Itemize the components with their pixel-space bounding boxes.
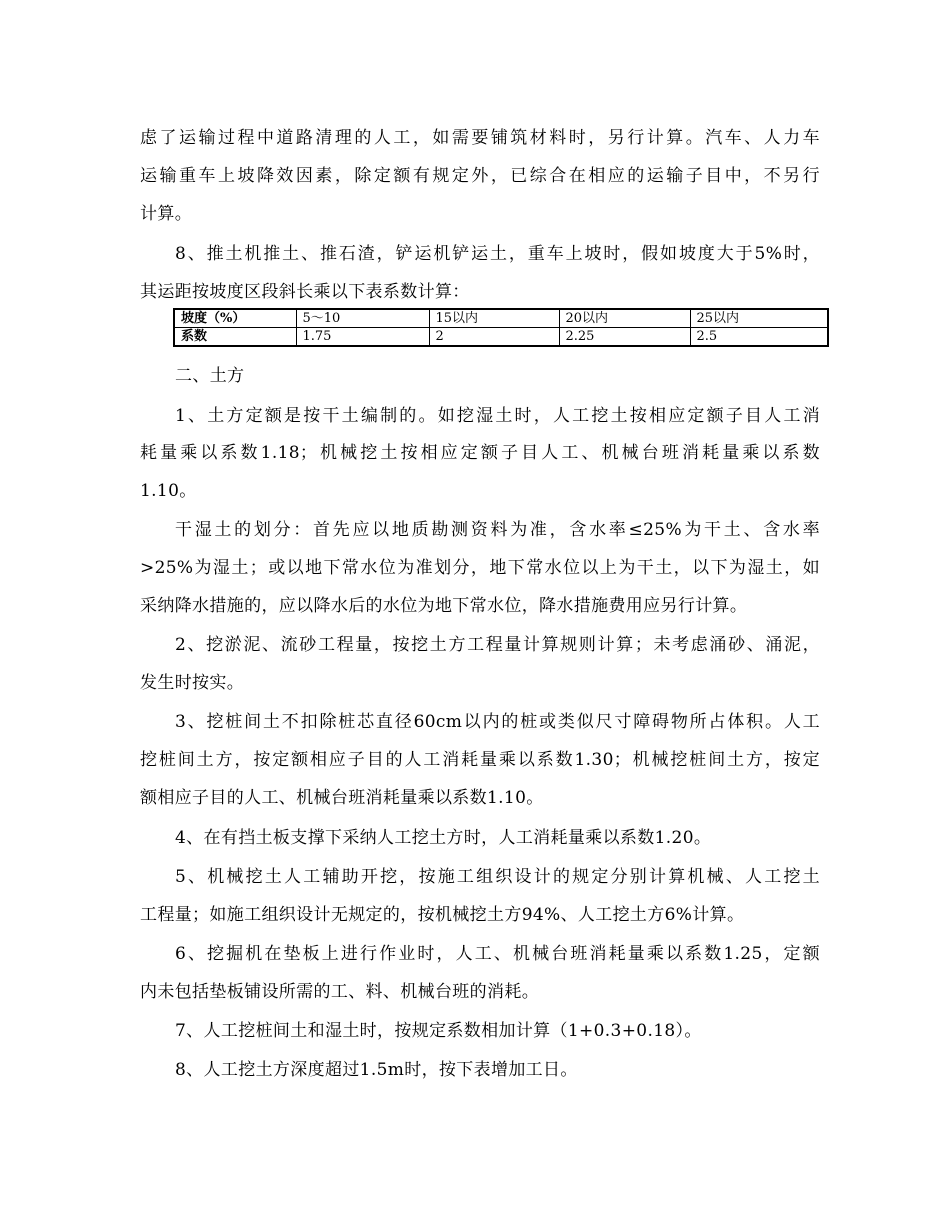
table-header-cell: 系数 <box>174 328 296 347</box>
table-cell: 2 <box>429 328 559 347</box>
paragraph-line: 计算。 <box>140 204 193 224</box>
paragraph-line: 4、在有挡土板支撑下采纳人工挖土方时，人工消耗量乘以系数1.20。 <box>175 828 712 848</box>
paragraph-line: 7、人工挖桩间土和湿土时，按规定系数相加计算（1+0.3+0.18）。 <box>175 1021 702 1041</box>
paragraph-line: >25%为湿土；或以地下常水位为准划分，地下常水位以上为干土，以下为湿土，如 <box>140 558 820 578</box>
paragraph-line: 2、挖淤泥、流砂工程量，按挖土方工程量计算规则计算；未考虑涌砂、涌泥， <box>175 635 820 655</box>
table-row <box>174 328 828 347</box>
table-cell: 20以内 <box>559 309 690 328</box>
table-header-cell: 坡度（%） <box>174 309 296 328</box>
paragraph-line: 3、挖桩间土不扣除桩芯直径60cm以内的桩或类似尺寸障碍物所占体积。人工 <box>175 712 820 732</box>
table-cell: 15以内 <box>429 309 559 328</box>
table-cell: 5～10 <box>296 309 429 328</box>
paragraph-line: 1.10。 <box>140 481 197 501</box>
paragraph-line: 挖桩间土方，按定额相应子目的人工消耗量乘以系数1.30；机械挖桩间土方，按定 <box>140 750 820 770</box>
paragraph-line: 内未包括垫板铺设所需的工、料、机械台班的消耗。 <box>140 982 540 1002</box>
paragraph-line: 采纳降水措施的，应以降水后的水位为地下常水位，降水措施费用应另行计算。 <box>140 596 748 616</box>
table-cell: 1.75 <box>296 328 429 347</box>
paragraph-line: 虑了运输过程中道路清理的人工，如需要铺筑材料时，另行计算。汽车、人力车 <box>140 128 820 148</box>
paragraph-line: 运输重车上坡降效因素，除定额有规定外，已综合在相应的运输子目中，不另行 <box>140 166 820 186</box>
paragraph-line: 工程量；如施工组织设计无规定的，按机械挖土方94%、人工挖土方6%计算。 <box>140 905 745 925</box>
table-cell: 25以内 <box>690 309 828 328</box>
paragraph-line: 干湿土的划分：首先应以地质勘测资料为准，含水率≤25%为干土、含水率 <box>175 520 820 540</box>
paragraph-line: 5、机械挖土人工辅助开挖，按施工组织设计的规定分别计算机械、人工挖土 <box>175 867 820 887</box>
paragraph-line: 1、土方定额是按干土编制的。如挖湿土时，人工挖土按相应定额子目人工消 <box>175 406 820 426</box>
table-row <box>174 309 828 328</box>
paragraph-line: 其运距按坡度区段斜长乘以下表系数计算： <box>140 282 470 302</box>
section-title: 二、土方 <box>175 366 245 386</box>
paragraph-line: 发生时按实。 <box>140 673 245 693</box>
table-cell: 2.25 <box>559 328 690 347</box>
table-cell: 2.5 <box>690 328 828 347</box>
paragraph-line: 6、挖掘机在垫板上进行作业时，人工、机械台班消耗量乘以系数1.25，定额 <box>175 944 820 964</box>
paragraph-line: 额相应子目的人工、机械台班消耗量乘以系数1.10。 <box>140 788 544 808</box>
paragraph-line: 8、人工挖土方深度超过1.5m时，按下表增加工日。 <box>175 1060 578 1080</box>
slope-coefficient-table <box>173 308 829 347</box>
paragraph-line: 耗量乘以系数1.18；机械挖土按相应定额子目人工、机械台班消耗量乘以系数 <box>140 443 820 463</box>
paragraph-line: 8、推土机推土、推石渣，铲运机铲运土，重车上坡时，假如坡度大于5%时， <box>175 244 820 264</box>
